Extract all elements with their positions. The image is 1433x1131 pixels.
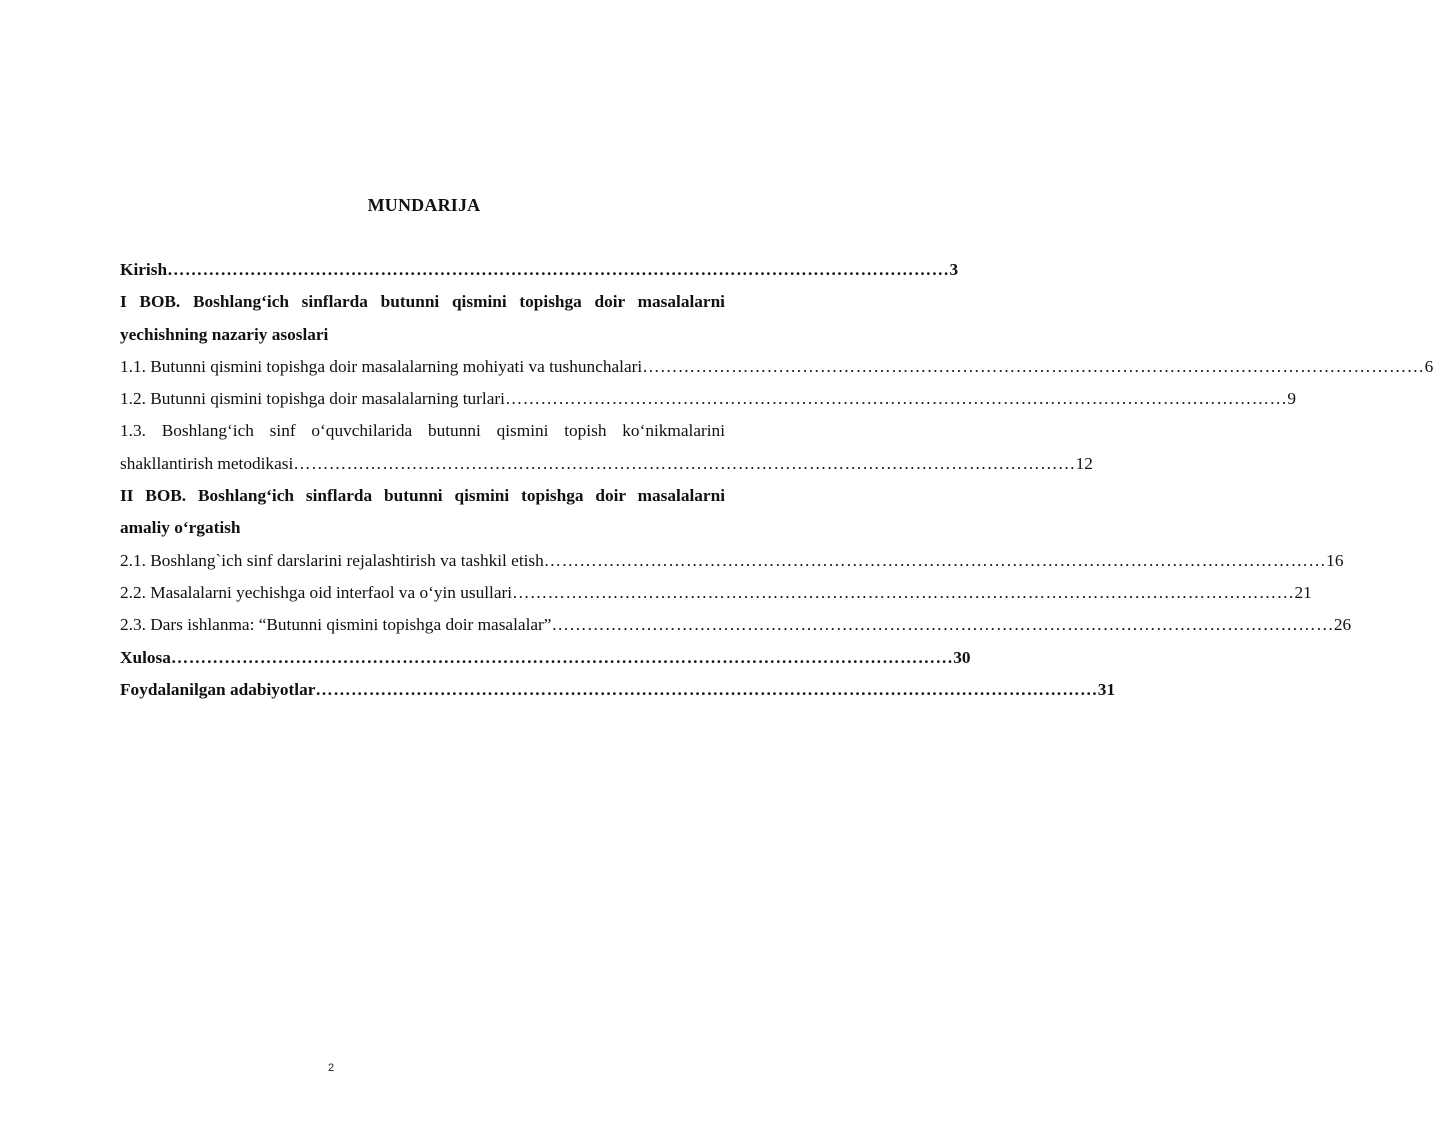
dot-leader: …………………………………………………………………………………………………………………… <box>642 356 1425 376</box>
toc-entry-title: shakllantirish metodikasi <box>120 453 294 473</box>
toc-chapter-2-title-line-2: amaliy o‘rgatish <box>120 518 241 538</box>
toc-entry-2-3 <box>120 609 1352 641</box>
toc-page-number: 9 <box>1287 389 1296 409</box>
page-number: 2 <box>327 1062 335 1074</box>
toc-page-number: 6 <box>1424 356 1433 376</box>
dot-leader: …………………………………………………………………………………………………………………… <box>315 679 1098 699</box>
toc-entry-title: 1.1. Butunni qismini topishga doir masalalarning mohiyati va tushunchalari <box>120 356 643 376</box>
toc-entry-title: 2.2. Masalalarni yechishga oid interfaol va o‘yin usullari <box>120 582 513 602</box>
toc-entry-1-3-line-1: 1.3. Boshlang‘ich sinf o‘quvchilarida butunni qismini topish ko‘nikmalarini <box>120 421 725 441</box>
toc-chapter-1-title-line-2: yechishning nazariy asoslari <box>120 324 329 344</box>
toc-page-number: 31 <box>1097 679 1116 699</box>
toc-chapter-1-title-line-1: I BOB. Boshlang‘ich sinflarda butunni qismini topishga doir masalalarni <box>120 292 725 312</box>
toc-entry-1-2 <box>120 383 1296 415</box>
table-of-contents <box>120 254 1433 706</box>
toc-entry-1-1 <box>120 351 1433 383</box>
dot-leader: …………………………………………………………………………………………………………………… <box>551 615 1334 635</box>
toc-page-number: 30 <box>953 647 971 667</box>
toc-chapter-2-title-line-1: II BOB. Boshlang‘ich sinflarda butunni qismini topishga doir masalalarni <box>120 486 725 506</box>
toc-entry-title: Foydalanilgan adabiyotlar <box>120 679 316 699</box>
toc-entry-title: 1.2. Butunni qismini topishga doir masalalarning turlari <box>120 389 505 409</box>
toc-entry-2-2 <box>120 577 1312 609</box>
dot-leader: …………………………………………………………………………………………………………………… <box>170 647 954 667</box>
toc-page-number: 3 <box>949 260 959 279</box>
dot-leader: …………………………………………………………………………………………………………………… <box>293 453 1076 473</box>
dot-leader: …………………………………………………………………………………………………………………… <box>504 389 1288 409</box>
dot-leader: …………………………………………………………………………………………………………………… <box>543 550 1327 570</box>
toc-entry-title: 2.1. Boshlang`ich sinf darslarini rejalashtirish va tashkil etish <box>120 550 544 570</box>
toc-page-number: 26 <box>1333 615 1352 635</box>
toc-entry-title: Xulosa <box>120 647 171 667</box>
toc-entry-2-1 <box>120 545 1344 577</box>
toc-page-number: 21 <box>1294 582 1312 602</box>
dot-leader: …………………………………………………………………………………………………………………… <box>512 582 1295 602</box>
page-title: MUNDARIJA <box>367 195 481 215</box>
toc-entry-title: Kirish <box>120 260 168 279</box>
toc-page-number: 12 <box>1075 453 1093 473</box>
toc-entry-introduction <box>120 254 959 286</box>
dot-leader: …………………………………………………………………………………………………………………… <box>167 260 950 279</box>
toc-entry-references <box>120 674 1116 706</box>
toc-entry-title: 2.3. Dars ishlanma: “Butunni qismini topishga doir masalalar” <box>120 615 552 635</box>
toc-entry-conclusion <box>120 642 971 674</box>
toc-page-number: 16 <box>1326 550 1344 570</box>
toc-entry-1-3-line-2 <box>120 448 1093 480</box>
